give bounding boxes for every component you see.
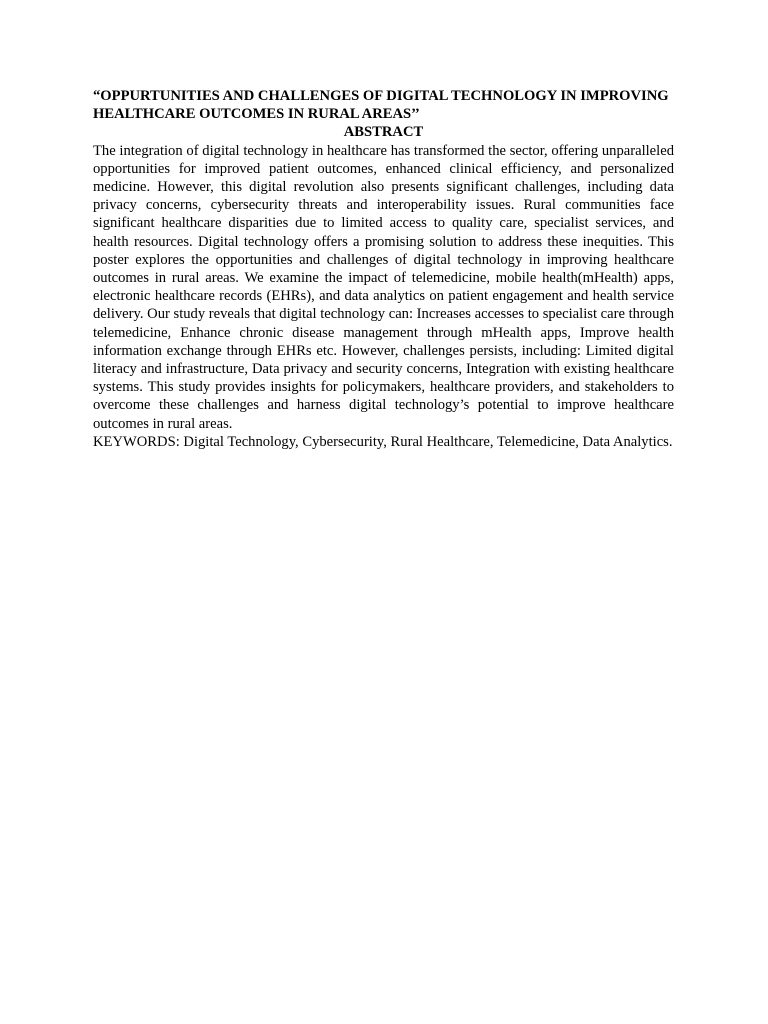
keywords-text: KEYWORDS: Digital Technology, Cybersecurity, Rural Healthcare, Telemedicine, Data Analytics.: [93, 433, 673, 450]
document-page: [93, 87, 674, 451]
abstract-heading: ABSTRACT: [343, 124, 424, 141]
document-title: “OPPURTUNITIES AND CHALLENGES OF DIGITAL TECHNOLOGY IN IMPROVING HEALTHCARE OUTCOMES IN RURAL AREAS’’: [93, 88, 669, 123]
abstract-text: The integration of digital technology in healthcare has transformed the sector, offering unparalleled opportunities for improved patient outcomes, enhanced clinical efficiency, and personalized medicine. However, this digital revolution also presents significant challenges, including data privacy concerns, cybersecurity threats and interoperability issues. Rural communities face significant healthcare disparities due to limited access to quality care, specialist services, and health resources. Digital technology offers a promising solution to address these inequities. This poster explores the opportunities and challenges of digital technology in improving healthcare outcomes in rural areas. We examine the impact of telemedicine, mobile health(mHealth) apps, electronic healthcare records (EHRs), and data analytics on patient engagement and health service delivery. Our study reveals that digital technology can: Increases accesses to specialist care through telemedicine, Enhance chronic disease management through mHealth apps, Improve health information exchange through EHRs etc. However, challenges persists, including: Limited digital literacy and infrastructure, Data privacy and security concerns, Integration with existing healthcare systems. This study provides insights for policymakers, healthcare providers, and stakeholders to overcome these challenges and harness digital technology’s potential to improve healthcare outcomes in rural areas.: [93, 142, 674, 432]
